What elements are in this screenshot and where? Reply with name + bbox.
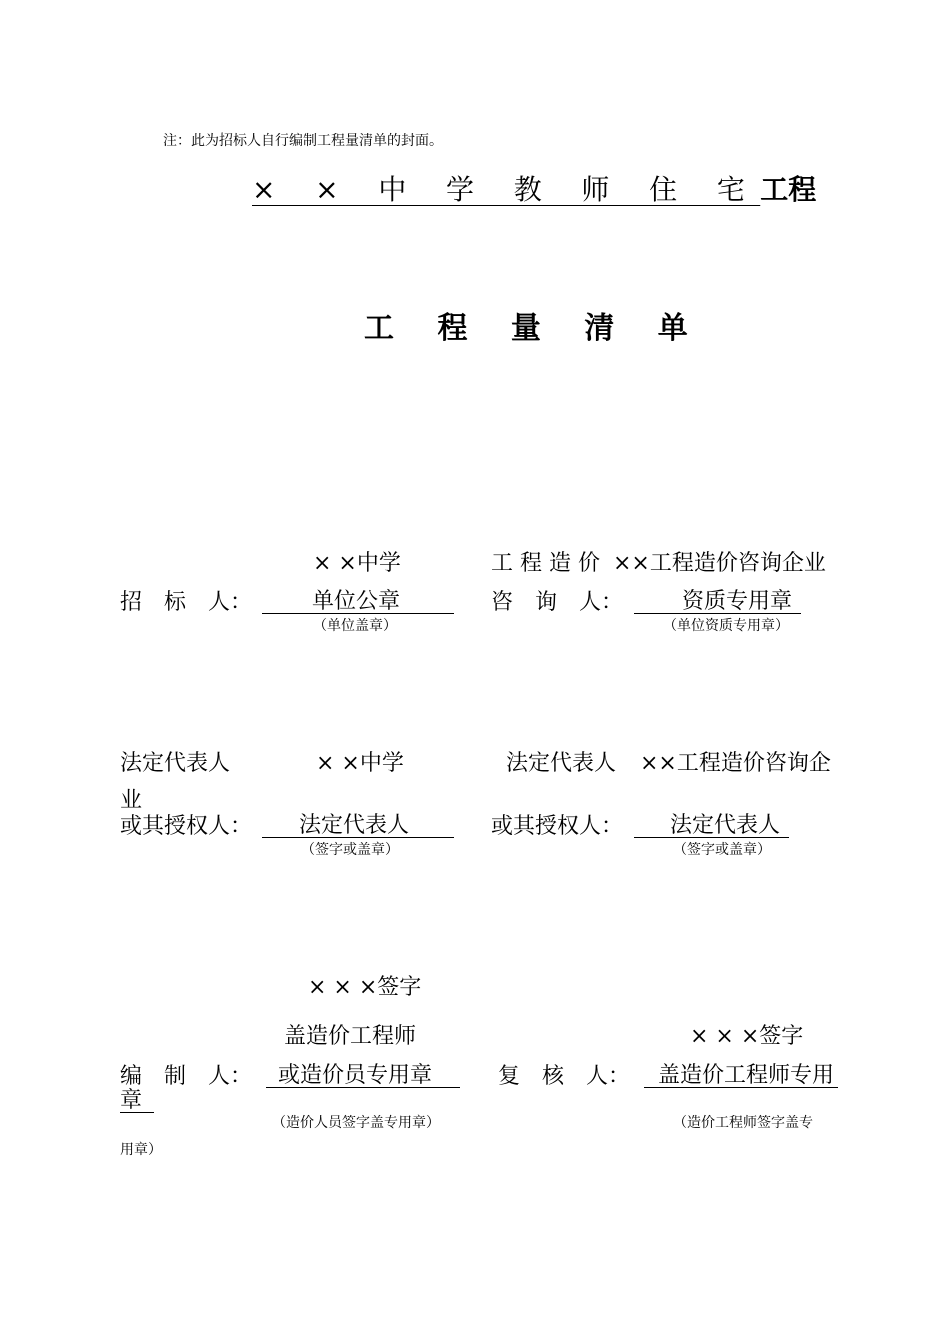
document-subtitle: 工 程 量 清 单 (364, 311, 705, 346)
consultant-label: 咨 询 人： (491, 590, 624, 615)
project-title (252, 173, 817, 206)
reviewer-value: 盖造价工程师专用 (658, 1063, 835, 1088)
reviewer-caption-wrap: 用章） (120, 1142, 162, 1158)
consultant-rep-sign-field (634, 815, 789, 838)
consultant-rep-label-top: 法定代表人 (506, 751, 617, 776)
consultant-rep-label: 或其授权人： (491, 814, 624, 839)
tenderer-label: 招 标 人： (120, 590, 253, 615)
compiler-stamp-line: 盖造价工程师 (284, 1024, 417, 1049)
compiler-label: 编 制 人： (120, 1064, 253, 1089)
tenderer-name: × ×中学 (313, 551, 401, 576)
compiler-value: 或造价员专用章 (278, 1063, 433, 1088)
tenderer-rep-sign-field (262, 815, 454, 838)
tenderer-caption: （单位盖章） (313, 618, 397, 634)
consultant-seal-value: 资质专用章 (682, 589, 793, 614)
reviewer-label: 复 核 人： (498, 1064, 631, 1089)
compiler-signature: × × ×签字 (308, 975, 422, 1000)
project-title-suffix: 工程 (760, 173, 817, 206)
consultant-label-top: 工 程 造 价 (491, 551, 600, 576)
tenderer-rep-value: 法定代表人 (299, 813, 410, 838)
tenderer-rep-caption: （签字或盖章） (301, 842, 399, 858)
tenderer-seal-field (262, 591, 454, 614)
cover-note: 注：此为招标人自行编制工程量清单的封面。 (163, 133, 443, 149)
reviewer-signature: × × ×签字 (690, 1024, 804, 1049)
compiler-wrap: 章 (120, 1088, 143, 1113)
consultant-rep-name-wrap: 业 (120, 788, 143, 813)
tenderer-rep-label: 或其授权人： (120, 814, 253, 839)
consultant-seal-field (634, 591, 801, 614)
reviewer-sign-field (644, 1065, 838, 1088)
compiler-caption: （造价人员签字盖专用章） (272, 1115, 440, 1131)
project-title-name: × × 中 学 教 师 住 宅 (252, 173, 761, 206)
consultant-rep-name: ××工程造价咨询企 (640, 751, 831, 776)
consultant-rep-caption: （签字或盖章） (673, 842, 771, 858)
consultant-caption: （单位资质专用章） (663, 618, 789, 634)
tenderer-rep-name: × ×中学 (316, 751, 404, 776)
tenderer-rep-label-top: 法定代表人 (120, 751, 231, 776)
consultant-name: ××工程造价咨询企业 (613, 551, 826, 576)
reviewer-caption: （造价工程师签字盖专 (673, 1115, 813, 1131)
consultant-rep-value: 法定代表人 (670, 813, 781, 838)
compiler-wrap-field (120, 1090, 154, 1113)
tenderer-seal-value: 单位公章 (312, 589, 401, 614)
compiler-sign-field (266, 1065, 460, 1088)
